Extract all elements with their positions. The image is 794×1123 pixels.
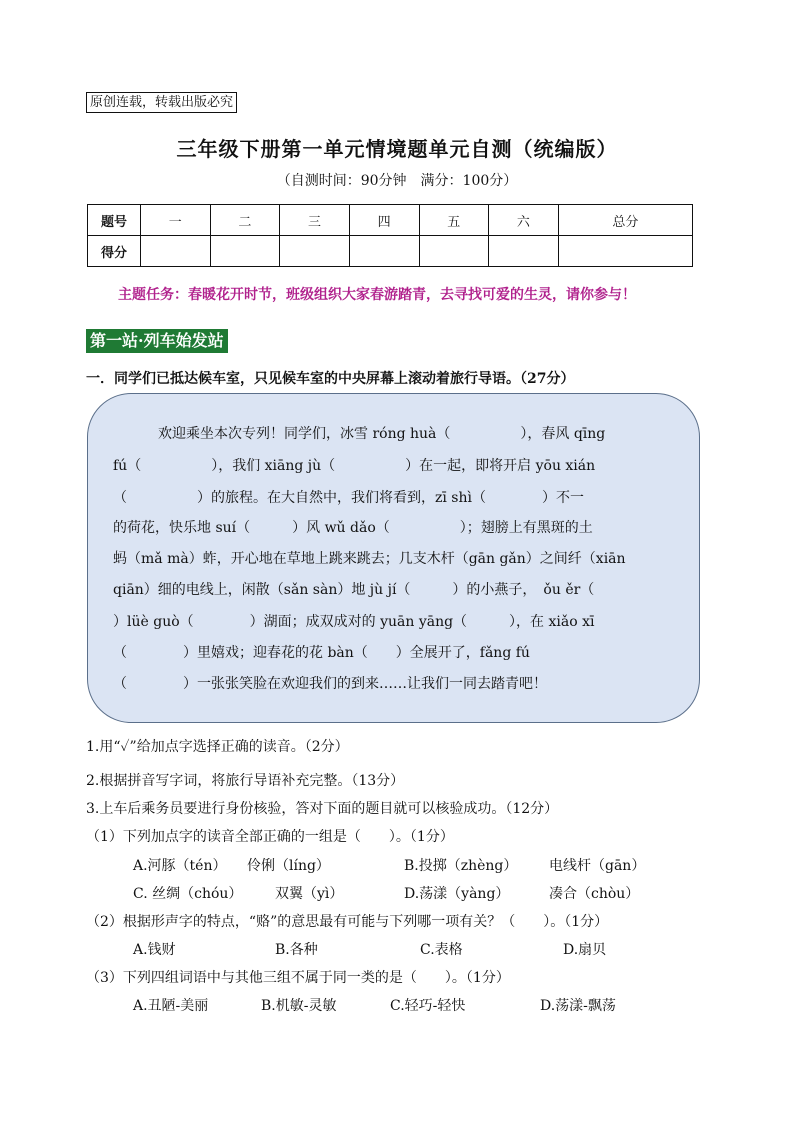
question-3-2: （2）根据形声字的特点，“赂”的意思最有可能与下列哪一项有关？（ ）。（1分） <box>86 914 609 930</box>
passage-line: 蚂（mǎ mà）蚱，开心地在草地上跳来跳去；几支木杆（gān gǎn）之间纤（xiān <box>113 551 626 567</box>
option-d-1: D.荡漾（yàng） <box>404 886 510 902</box>
option-a: A.钱财 <box>133 942 176 958</box>
score-table-col-total: 总分 <box>558 205 692 236</box>
copyright-notice: 原创连载，转载出版必究 <box>86 92 237 113</box>
score-table-col-6: 六 <box>489 205 559 236</box>
option-b: B.机敏-灵敏 <box>261 998 337 1014</box>
passage-line: （ ）的旅程。在大自然中，我们将看到，zī shì（ ）不一 <box>113 490 584 506</box>
option-b: B.各种 <box>275 942 318 958</box>
score-cell <box>489 236 559 267</box>
score-table-col-3: 三 <box>280 205 350 236</box>
option-b-2: 电线杆（gān） <box>549 858 646 874</box>
option-c-2: 双翼（yì） <box>275 886 344 902</box>
score-table-col-4: 四 <box>349 205 419 236</box>
score-cell <box>419 236 489 267</box>
option-c-1: C. 丝绸（chóu） <box>133 886 243 902</box>
option-d: D.荡漾-飘荡 <box>540 998 616 1014</box>
score-cell <box>280 236 350 267</box>
score-cell <box>558 236 692 267</box>
option-d: D.扇贝 <box>563 942 607 958</box>
option-b-1: B.投掷（zhèng） <box>404 858 518 874</box>
page-subtitle: （自测时间：90分钟 满分：100分） <box>276 173 518 189</box>
option-a-1: A.河豚（tén） <box>133 858 227 874</box>
question-1-2: 2.根据拼音写字词，将旅行导语补充完整。（13分） <box>86 773 405 789</box>
option-c: C.表格 <box>420 942 463 958</box>
passage-line: ）lüè guò（ ）湖面；成双成对的 yuān yāng（ ），在 xiǎo xī <box>113 614 595 630</box>
score-cell <box>349 236 419 267</box>
question-3-1: （1）下列加点字的读音全部正确的一组是（ ）。（1分） <box>86 829 454 845</box>
passage-line: 的荷花，快乐地 suí（ ）风 wǔ dǎo（ ）；翅膀上有黑斑的土 <box>113 520 593 536</box>
passage-line: （ ）里嬉戏；迎春花的花 bàn（ ）全展开了，fǎng fú <box>113 645 530 661</box>
passage-line: 欢迎乘坐本次专列！同学们，冰雪 róng huà（ ），春风 qīng <box>158 426 606 442</box>
question-1: 一．同学们已抵达候车室，只见候车室的中央屏幕上滚动着旅行导语。（27分） <box>86 371 575 387</box>
option-a: A.丑陋-美丽 <box>133 998 209 1014</box>
theme-task: 主题任务：春暖花开时节，班级组织大家春游踏青，去寻找可爱的生灵，请你参与！ <box>118 287 636 303</box>
score-table-score-row <box>88 236 693 267</box>
question-1-3: 3.上车后乘务员要进行身份核验，答对下面的题目就可以核验成功。（12分） <box>86 801 559 817</box>
score-table-col-1: 一 <box>141 205 211 236</box>
score-table <box>87 204 693 267</box>
passage-line: qiān）细的电线上，闲散（sǎn sàn）地 jù jí（ ）的小燕子， ǒu ěr（ <box>113 582 595 598</box>
score-table-col-2: 二 <box>210 205 280 236</box>
option-c: C.轻巧-轻快 <box>390 998 466 1014</box>
question-1-1: 1.用“✓”给加点字选择正确的读音。（2分） <box>86 739 349 755</box>
page-title: 三年级下册第一单元情境题单元自测（统编版） <box>176 137 618 161</box>
option-a-2: 伶俐（líng） <box>247 858 330 874</box>
question-3-3: （3）下列四组词语中与其他三组不属于同一类的是（ ）。（1分） <box>86 970 510 986</box>
score-table-header-row <box>88 205 693 236</box>
option-d-2: 凑合（chòu） <box>549 886 640 902</box>
score-table-label-score: 得分 <box>88 236 141 267</box>
station-heading: 第一站·列车始发站 <box>86 329 228 353</box>
score-table-col-5: 五 <box>419 205 489 236</box>
score-cell <box>210 236 280 267</box>
score-cell <box>141 236 211 267</box>
passage-line: fú（ ），我们 xiāng jù（ ）在一起，即将开启 yōu xián <box>113 458 596 474</box>
passage-line: （ ）一张张笑脸在欢迎我们的到来……让我们一同去踏青吧！ <box>113 676 547 692</box>
score-table-label-number: 题号 <box>88 205 141 236</box>
